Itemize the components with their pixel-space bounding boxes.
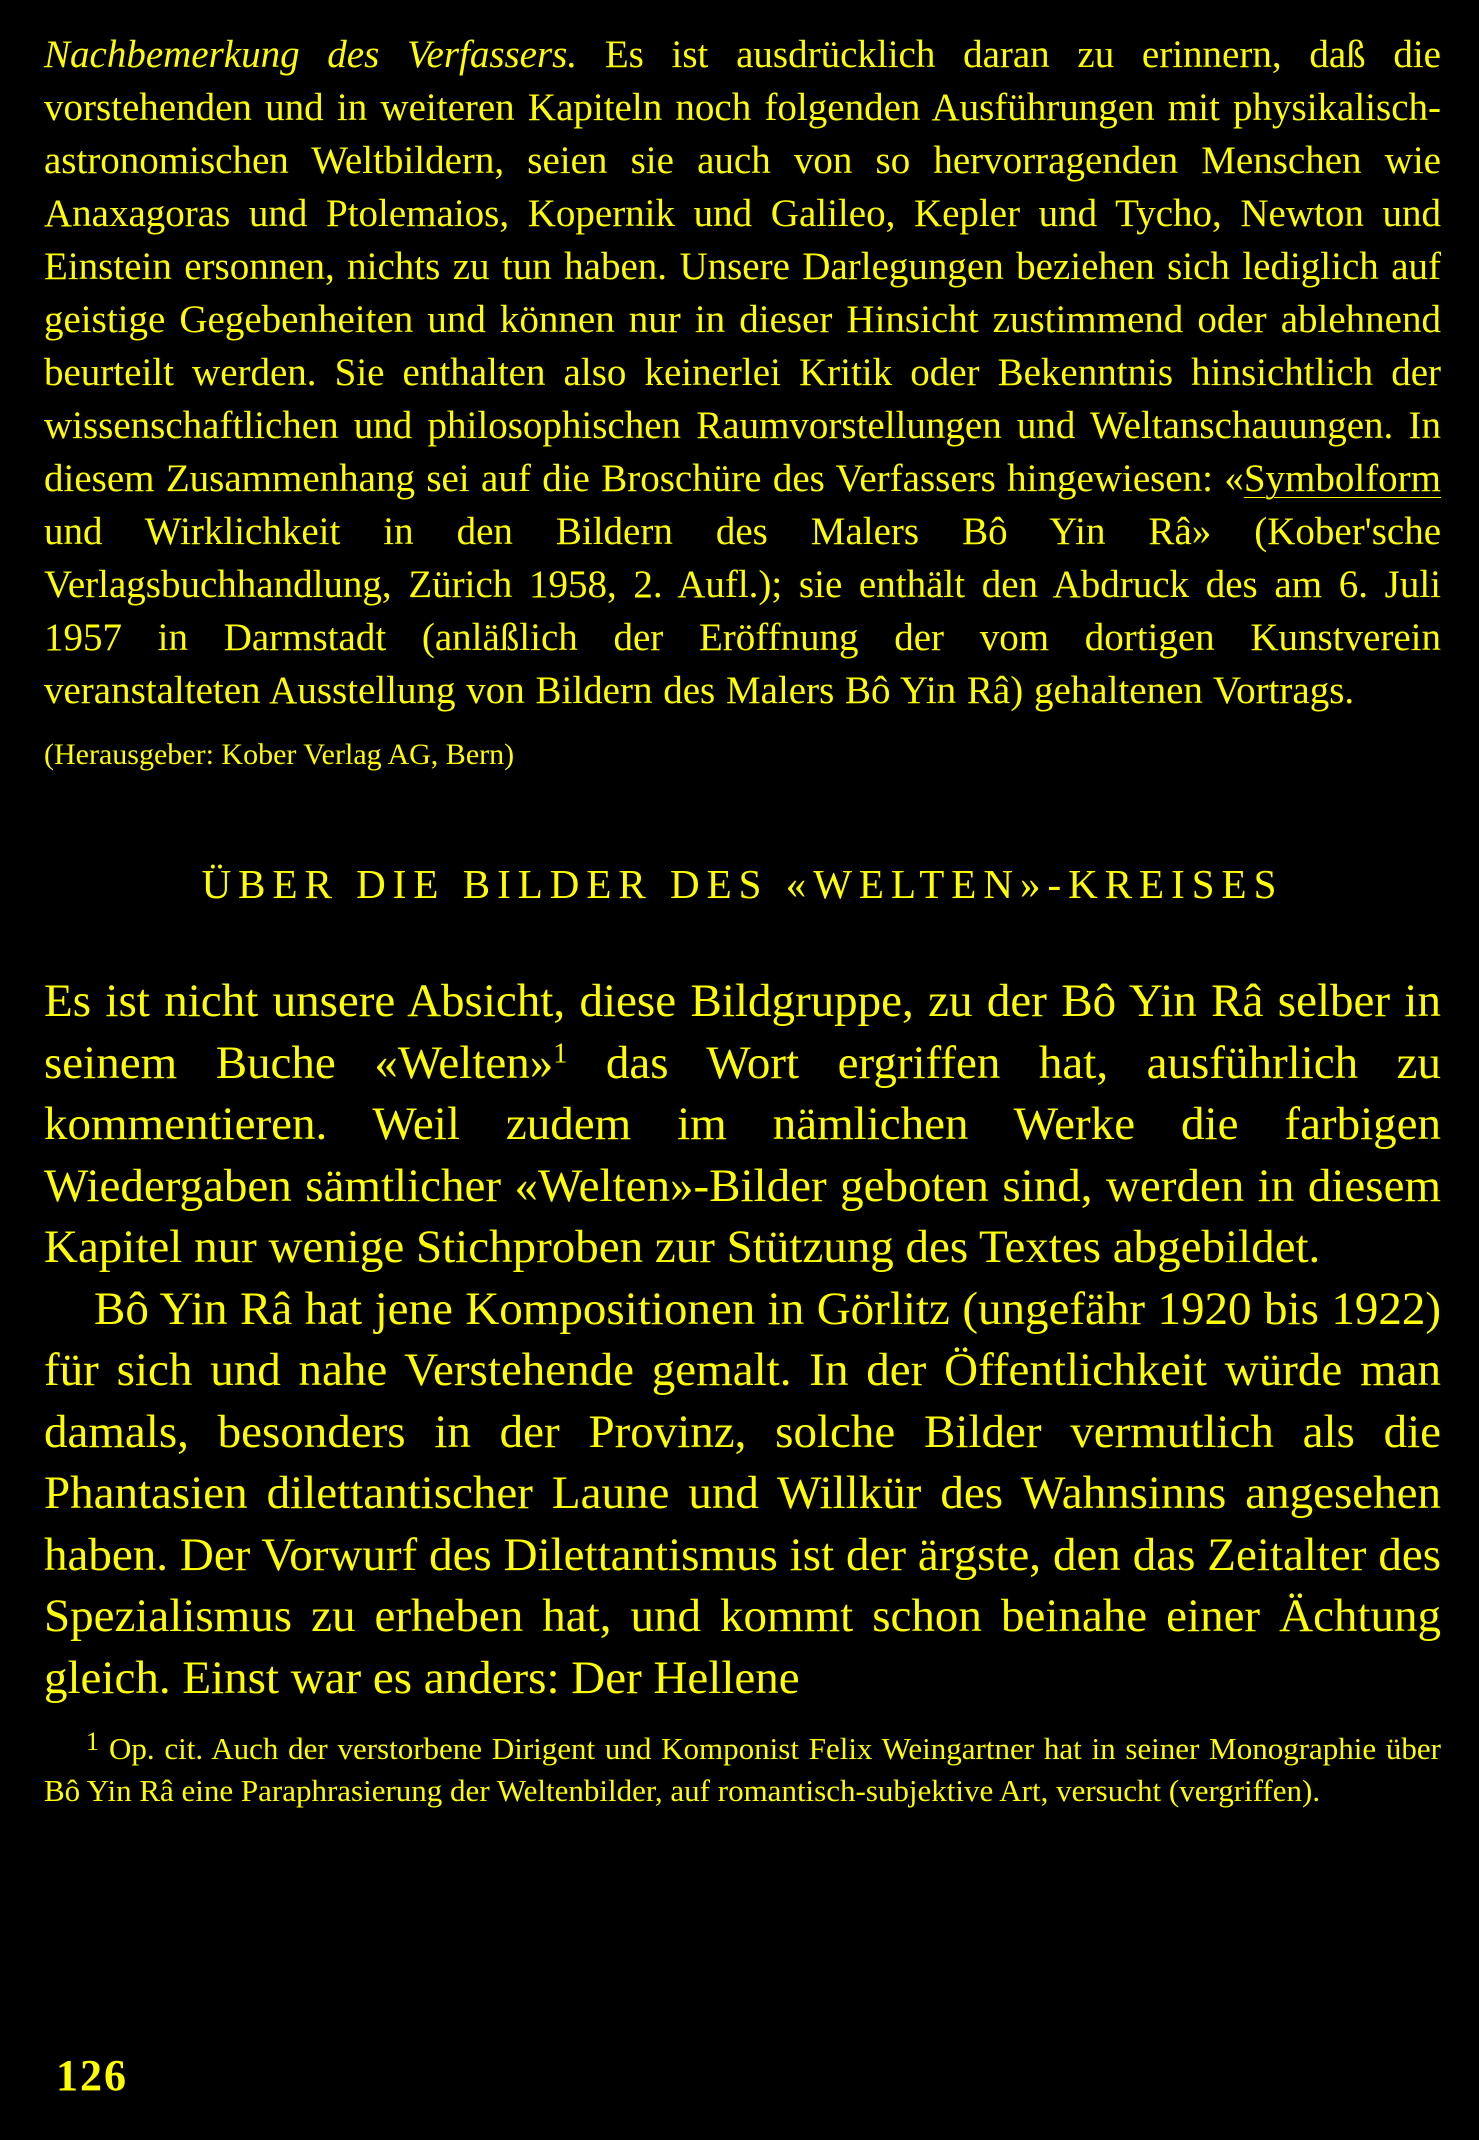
paragraph-1: [44, 971, 1441, 1279]
footnote-text: Op. cit. Auch der verstorbene Dirigent und Komponist Felix Weingartner hat in seiner Monographie über Bô Yin Râ eine Paraphrasierung der Weltenbilder, auf romantisch-subjektive Art, versucht (vergriffen).: [44, 1731, 1441, 1809]
publisher-note: (Herausgeber: Kober Verlag AG, Bern): [44, 738, 515, 771]
chapter-body: [44, 971, 1441, 1709]
chapter-title: ÜBER DIE BILDER DES «WELTEN»-KREISES: [201, 861, 1284, 907]
afterword-heading: Nachbemerkung des Verfassers.: [44, 33, 578, 76]
page-number: 126: [56, 2051, 128, 2100]
document-page: [44, 28, 1441, 1812]
afterword-underlined-word: Symbolform: [1243, 457, 1441, 500]
afterword-text-1: Es ist ausdrücklich daran zu erinnern, daß die vorstehenden und in weiteren Kapiteln noch folgenden Ausführungen mit physikalisch-astronomischen Weltbildern, seien sie auch von so hervorragenden Menschen wie Anaxagoras und Ptolemaios, Kopernik und Galileo, Kepler und Tycho, Newton und Einstein ersonnen, nichts zu tun haben. Unsere Darlegungen beziehen sich lediglich auf geistige Gegebenheiten und können nur in dieser Hinsicht zustimmend oder ablehnend beurteilt werden. Sie enthalten also keinerlei Kritik oder Bekenntnis hinsichtlich der wissenschaftlichen und philosophischen Raumvorstellungen und Weltanschauungen. In diesem Zusammenhang sei auf die Broschüre des Verfassers hingewiesen: «: [44, 33, 1441, 500]
paragraph-1-part-2: das Wort ergriffen hat, ausführlich zu kommentieren. Weil zudem im nämlichen Werke die farbigen Wiedergaben sämtlicher «Welten»-Bilder geboten sind, werden in diesem Kapitel nur wenige Stichproben zur Stützung des Textes abgebildet.: [44, 1036, 1441, 1273]
footnote: [44, 1721, 1441, 1812]
author-afterword: [44, 28, 1441, 717]
afterword-text-2: und Wirklichkeit in den Bildern des Malers Bô Yin Râ» (Kober'sche Verlagsbuchhandlung, Zürich 1958, 2. Aufl.); sie enthält den Abdruck des am 6. Juli 1957 in Darmstadt (anläßlich der Eröffnung der vom dortigen Kunstverein veranstalteten Ausstellung von Bildern des Malers Bô Yin Râ) gehaltenen Vortrags.: [44, 510, 1441, 712]
paragraph-1-part-1: Es ist nicht unsere Absicht, diese Bildgruppe, zu der Bô Yin Râ selber in seinem Buche «Welten»: [44, 975, 1441, 1089]
paragraph-2: Bô Yin Râ hat jene Kompositionen in Görlitz (ungefähr 1920 bis 1922) für sich und nahe Verstehende gemalt. In der Öffentlichkeit würde man damals, besonders in der Provinz, solche Bilder vermutlich als die Phantasien dilettantischer Laune und Willkür des Wahnsinns angesehen haben. Der Vorwurf des Dilettantismus ist der ärgste, den das Zeitalter des Spezialismus zu erheben hat, und kommt schon beinahe einer Ächtung gleich. Einst war es anders: Der Hellene: [44, 1282, 1441, 1704]
footnote-reference: 1: [553, 1038, 568, 1069]
footnote-mark: 1: [86, 1727, 99, 1756]
